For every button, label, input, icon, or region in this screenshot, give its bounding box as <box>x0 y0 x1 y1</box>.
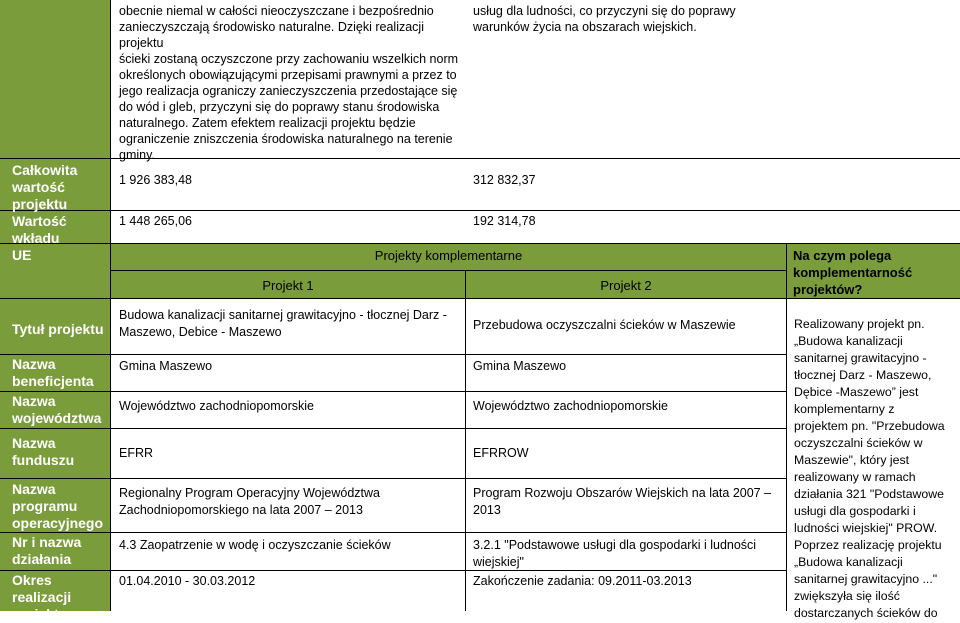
grid-line <box>111 270 786 271</box>
total-value-project2: 312 832,37 <box>473 173 536 187</box>
project2-period: Zakończenie zadania: 09.2011-03.2013 <box>473 574 692 588</box>
project1-beneficiary: Gmina Maszewo <box>119 359 213 373</box>
top-green-block <box>0 0 110 158</box>
project2-voivodeship: Województwo zachodniopomorskie <box>473 399 669 413</box>
row-label-programme: Nazwa programu operacyjnego <box>12 481 104 531</box>
row-label-voivodeship: Nazwa województwa <box>12 393 102 426</box>
row-label-action: Nr i nazwa działania <box>12 534 82 567</box>
project1-action: 4.3 Zaopatrzenie w wodę i oczyszczanie ścieków <box>119 538 391 552</box>
row-label-period: Okres realizacji projektu <box>12 572 72 622</box>
project2-beneficiary: Gmina Maszewo <box>473 359 567 373</box>
project2-fund: EFRROW <box>473 446 529 460</box>
project2-heading: Projekt 2 <box>600 278 652 293</box>
text-line: usług dla ludności, co przyczyni się do poprawy <box>473 4 736 18</box>
project1-programme: Regionalny Program Operacyjny Województwa Zachodniopomorskiego na lata 2007 – 2013 <box>119 486 380 517</box>
complementary-projects-heading: Projekty komplementarne <box>374 248 523 263</box>
grid-line <box>0 391 787 392</box>
grid-line <box>465 270 466 611</box>
text-line: warunków życia na obszarach wiejskich. <box>473 20 697 34</box>
row-label-title: Tytuł projektu <box>12 321 104 337</box>
grid-line <box>0 428 787 429</box>
grid-line <box>0 532 787 533</box>
complementarity-explanation: Realizowany projekt pn. „Budowa kanalizacji sanitarnej grawitacyjno - tłocznej Darz - Maszewo, Dębice -Maszewo” jest komplementarny z projektem pn. "Przebudowa oczyszczalni ścieków w Maszewie", który jest realizowany w ramach działania 321 "Podstawowe usługi dla gospodarki i ludności wiejskiej" PROW. Poprzez realizację projektu „Budowa kanalizacji sanitarnej grawitacyjno ..." zwiększyła się ilość dostarczanych ścieków do <box>794 317 945 620</box>
right-narrative <box>473 3 773 35</box>
project1-heading: Projekt 1 <box>262 278 314 293</box>
text-line: określonych obowiązującymi przepisami prawnymi a przez to <box>119 68 457 82</box>
grid-line <box>0 243 960 244</box>
row-label-fund: Nazwa funduszu <box>12 435 75 468</box>
grid-line <box>786 243 787 611</box>
project1-period: 01.04.2010 - 30.03.2012 <box>119 574 256 588</box>
project1-fund: EFRR <box>119 446 154 460</box>
total-value-label: Całkowita wartość projektu <box>12 162 78 212</box>
complementarity-question: Na czym polega komplementarność projektów? <box>793 248 913 297</box>
text-line: jego realizacja ograniczy zanieczyszczenia przedostające się <box>119 84 458 98</box>
text-line: zanieczyszczają środowisko naturalne. Dzięki realizacji projektu <box>119 20 424 50</box>
left-narrative <box>119 3 459 163</box>
text-line: ograniczenie zniszczenia środowiska naturalnego na terenie <box>119 132 453 146</box>
total-value-project1: 1 926 383,48 <box>119 173 192 187</box>
text-line: naturalnego. Zatem efektem realizacji projektu będzie <box>119 116 416 130</box>
project1-voivodeship: Województwo zachodniopomorskie <box>119 399 315 413</box>
text-line: do wód i gleb, przyczyni się do poprawy stanu środowiska <box>119 100 440 114</box>
project2-title: Przebudowa oczyszczalni ścieków w Maszewie <box>473 318 736 332</box>
grid-line <box>0 210 960 211</box>
project2-action: 3.2.1 "Podstawowe usługi dla gospodarki i ludności wiejskiej" <box>473 538 757 569</box>
grid-line <box>0 478 787 479</box>
eu-value-project2: 192 314,78 <box>473 214 536 228</box>
row-label-beneficiary: Nazwa beneficjenta <box>12 356 94 389</box>
grid-line <box>0 354 787 355</box>
eu-value-project1: 1 448 265,06 <box>119 214 192 228</box>
grid-line <box>0 298 960 299</box>
text-line: ścieki zostaną oczyszczone przy zachowaniu wszelkich norm <box>119 52 459 66</box>
eu-contribution-label: Wartość wkładu UE <box>12 213 67 263</box>
project2-programme: Program Rozwoju Obszarów Wiejskich na lata 2007 – 2013 <box>473 486 772 517</box>
text-line: obecnie niemal w całości nieoczyszczane i bezpośrednio <box>119 4 434 18</box>
text-line: gminy. <box>119 148 155 162</box>
grid-line <box>110 0 111 611</box>
project1-title: Budowa kanalizacji sanitarnej grawitacyjno - tłocznej Darz - Maszewo, Debice - Maszewo <box>119 308 447 339</box>
